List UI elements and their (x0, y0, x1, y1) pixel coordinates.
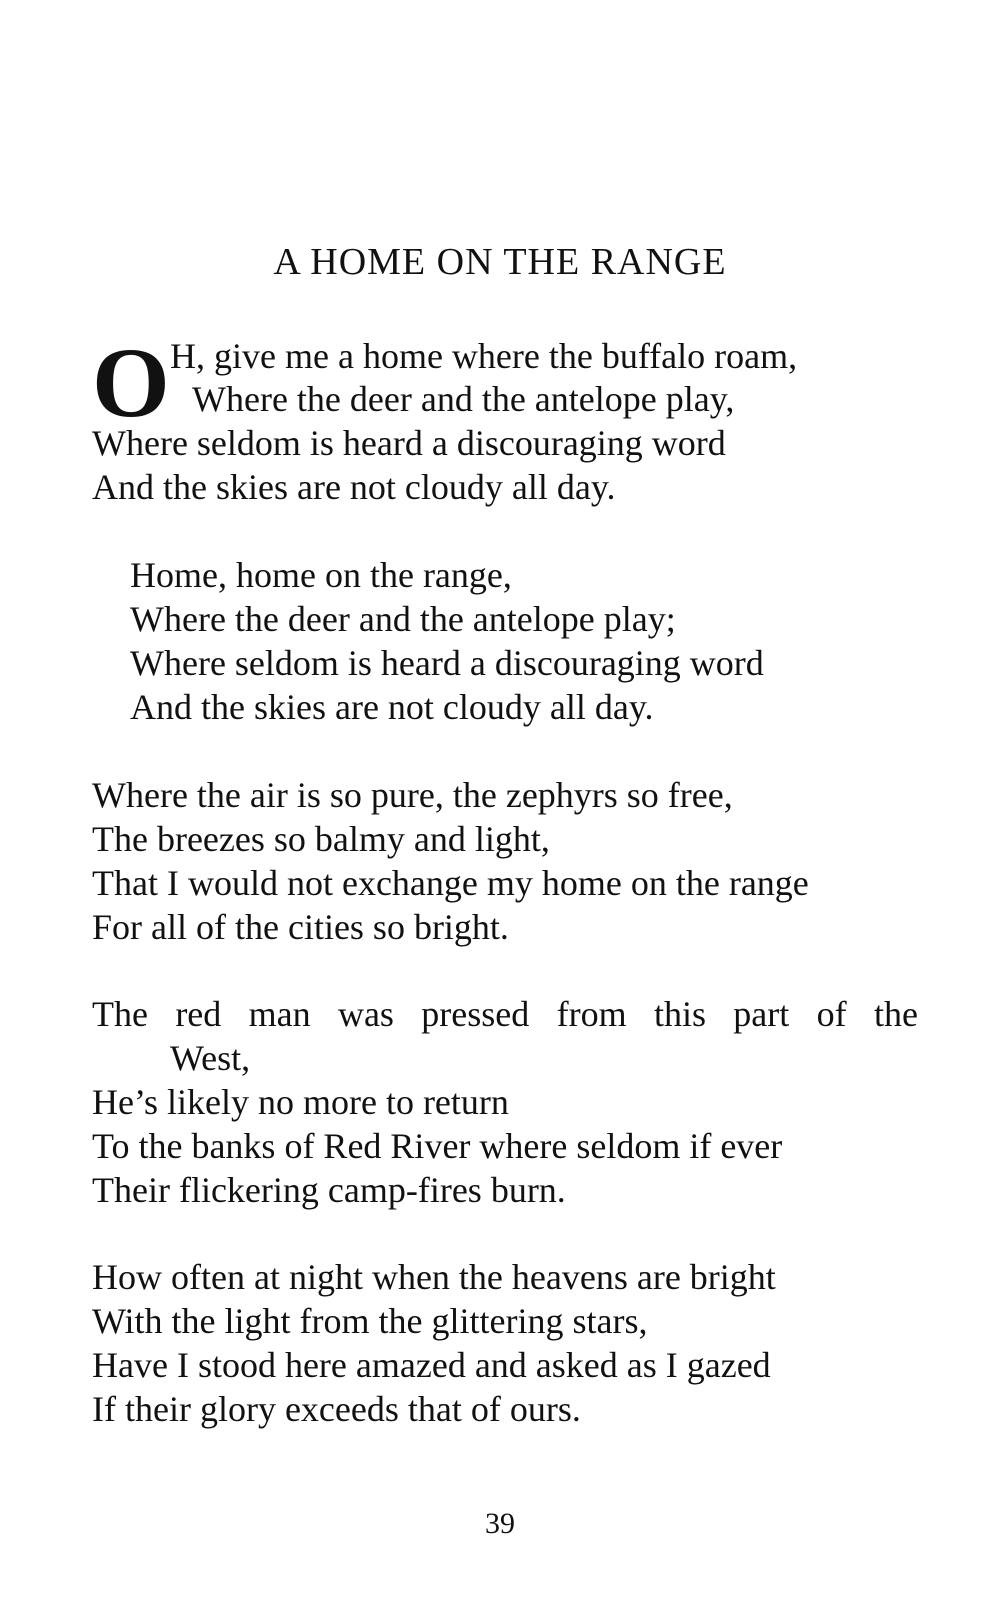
poem-line: Have I stood here amazed and asked as I gazed (92, 1345, 771, 1385)
drop-cap: O (92, 327, 170, 438)
poem-line: And the skies are not cloudy all day. (92, 467, 616, 507)
poem-line: With the light from the glittering stars, (92, 1301, 648, 1341)
poem-line: He’s likely no more to return (92, 1082, 509, 1122)
poem-line: Their flickering camp-fires burn. (92, 1170, 566, 1210)
word: pressed (421, 994, 530, 1034)
page-number: 39 (485, 1507, 515, 1540)
poem-line: That I would not exchange my home on the range (92, 863, 809, 903)
poem-line: How often at night when the heavens are bright (92, 1257, 776, 1297)
word: of (816, 994, 847, 1034)
poem-title: A HOME ON THE RANGE (273, 241, 727, 283)
word: the (873, 994, 918, 1034)
poem-line: To the banks of Red River where seldom if ever (92, 1126, 783, 1166)
poem-line: For all of the cities so bright. (92, 907, 509, 947)
chorus-line: Where seldom is heard a discouraging word (130, 643, 764, 683)
word: this (653, 994, 706, 1034)
word: part (733, 994, 790, 1034)
word: The (92, 994, 148, 1034)
poem-line: If their glory exceeds that of ours. (92, 1389, 581, 1429)
poem-line: Where the deer and the antelope play, (192, 379, 735, 419)
poem-line: Where the air is so pure, the zephyrs so free, (92, 775, 733, 815)
word: from (556, 994, 627, 1034)
word: man (248, 994, 311, 1034)
word: red (175, 994, 222, 1034)
poem-line-justified (92, 996, 918, 1032)
poem-line: The breezes so balmy and light, (92, 819, 550, 859)
poem-line-continuation: West, (170, 1038, 251, 1078)
chorus-line: Home, home on the range, (130, 555, 512, 595)
word: was (337, 994, 394, 1034)
chorus-line: And the skies are not cloudy all day. (130, 687, 654, 727)
chorus-line: Where the deer and the antelope play; (130, 599, 676, 639)
poem-line: H, give me a home where the buffalo roam, (170, 336, 798, 376)
poem-line: Where seldom is heard a discouraging word (92, 423, 726, 463)
